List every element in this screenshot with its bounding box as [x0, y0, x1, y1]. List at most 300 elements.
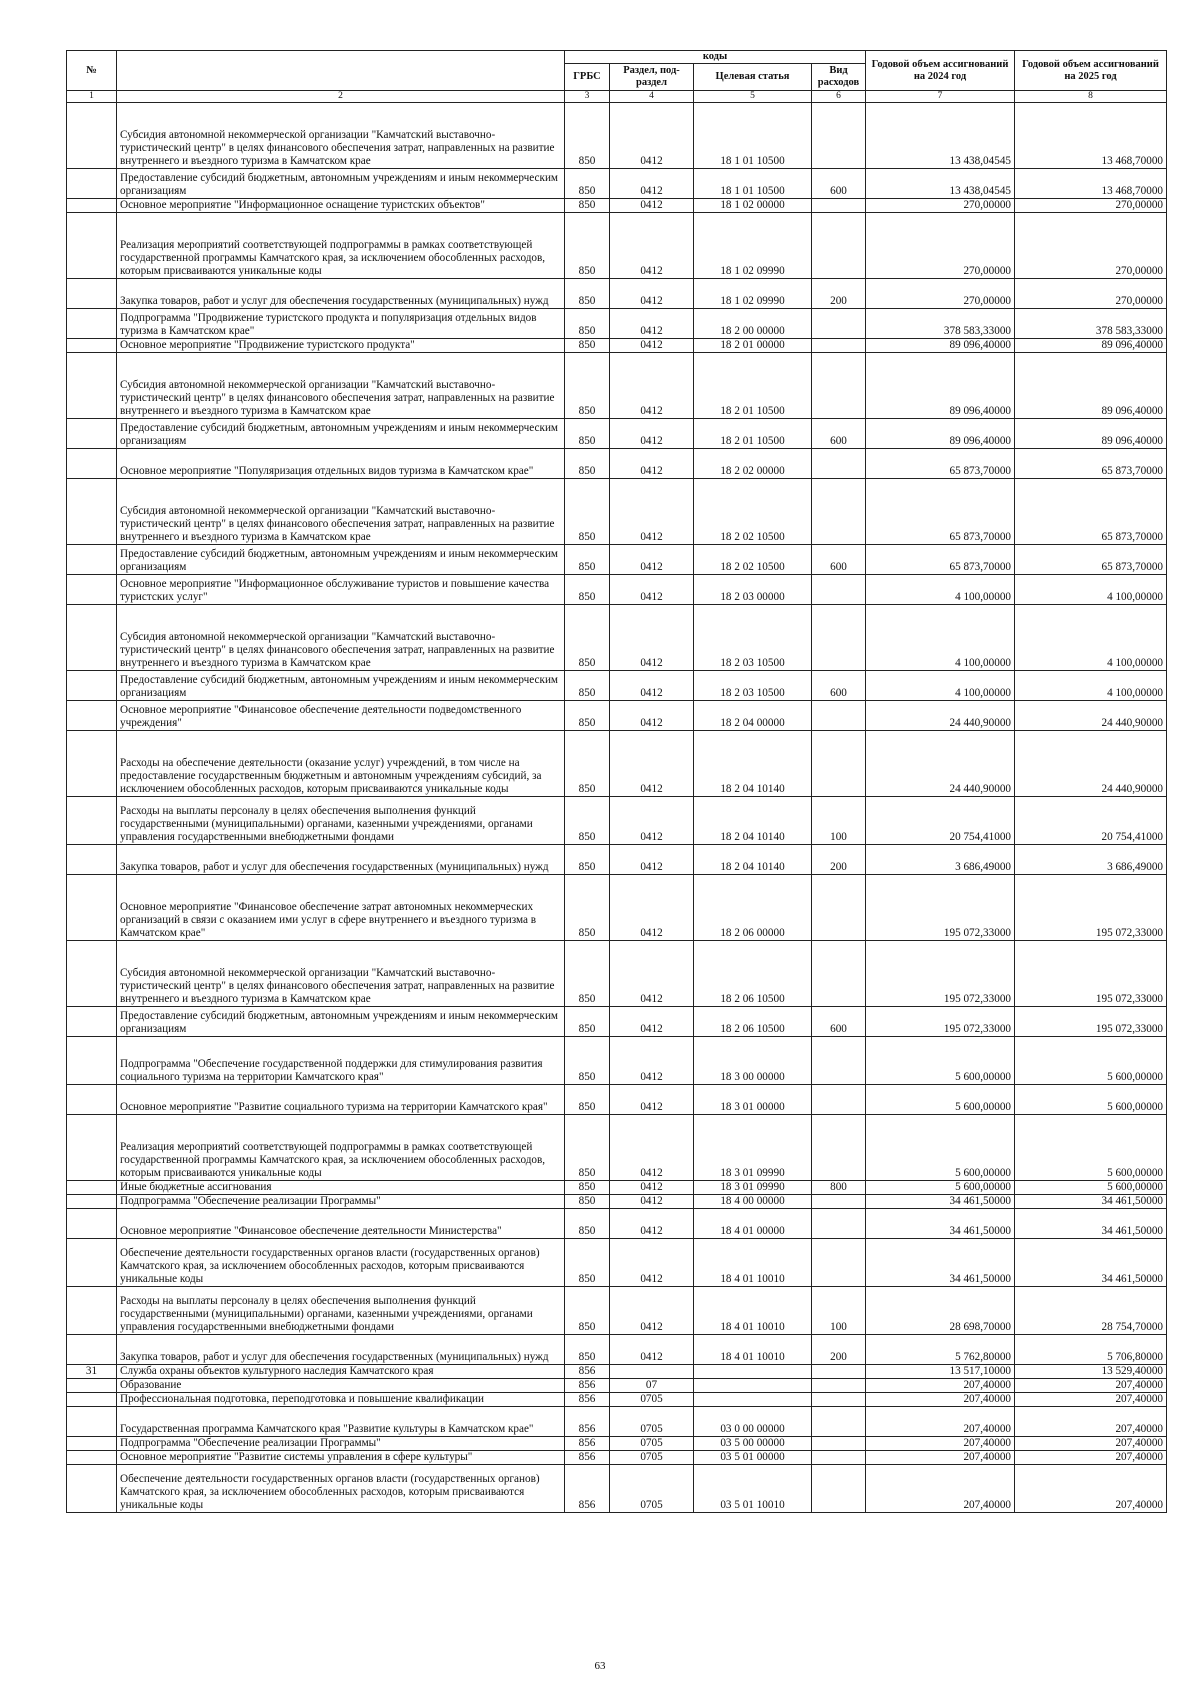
row-target: 18 2 01 00000 [694, 339, 812, 353]
row-exp-type: 100 [812, 797, 866, 845]
row-section: 0412 [610, 671, 694, 701]
index-cell: 5 [694, 91, 812, 103]
budget-table-sheet [66, 50, 1166, 1513]
row-target: 18 4 01 10010 [694, 1287, 812, 1335]
row-number [67, 1379, 117, 1393]
row-number: 31 [67, 1365, 117, 1379]
row-amount-2025: 65 873,70000 [1015, 545, 1167, 575]
row-target: 18 4 01 10010 [694, 1335, 812, 1365]
row-exp-type [812, 339, 866, 353]
row-number [67, 339, 117, 353]
row-name: Предоставление субсидий бюджетным, автономным учреждениям и иным некоммерческим организациям [117, 169, 565, 199]
index-cell: 8 [1015, 91, 1167, 103]
row-section: 0412 [610, 169, 694, 199]
table-row [67, 1379, 1167, 1393]
row-name: Закупка товаров, работ и услуг для обеспечения государственных (муниципальных) нужд [117, 845, 565, 875]
row-amount-2024: 34 461,50000 [866, 1209, 1015, 1239]
row-grbs: 850 [565, 1181, 610, 1195]
row-amount-2025: 34 461,50000 [1015, 1195, 1167, 1209]
index-cell: 1 [67, 91, 117, 103]
table-row [67, 1085, 1167, 1115]
row-target: 03 5 01 10010 [694, 1465, 812, 1513]
page-number: 63 [594, 1660, 606, 1672]
row-grbs: 850 [565, 671, 610, 701]
row-section: 07 [610, 1379, 694, 1393]
row-amount-2025: 195 072,33000 [1015, 875, 1167, 941]
row-amount-2024: 207,40000 [866, 1379, 1015, 1393]
row-amount-2025: 5 600,00000 [1015, 1181, 1167, 1195]
row-number [67, 797, 117, 845]
row-amount-2024: 20 754,41000 [866, 797, 1015, 845]
row-exp-type [812, 1465, 866, 1513]
row-amount-2025: 5 600,00000 [1015, 1037, 1167, 1085]
row-number [67, 731, 117, 797]
row-amount-2025: 5 600,00000 [1015, 1115, 1167, 1181]
row-grbs: 850 [565, 103, 610, 169]
row-section [610, 1365, 694, 1379]
row-amount-2025: 195 072,33000 [1015, 941, 1167, 1007]
row-amount-2024: 34 461,50000 [866, 1239, 1015, 1287]
row-grbs: 850 [565, 1037, 610, 1085]
row-target: 18 2 04 10140 [694, 797, 812, 845]
row-amount-2025: 89 096,40000 [1015, 339, 1167, 353]
row-amount-2024: 24 440,90000 [866, 731, 1015, 797]
row-exp-type [812, 103, 866, 169]
row-name: Служба охраны объектов культурного наследия Камчатского края [117, 1365, 565, 1379]
row-target: 18 2 04 10140 [694, 845, 812, 875]
row-target [694, 1365, 812, 1379]
row-amount-2024: 65 873,70000 [866, 449, 1015, 479]
row-amount-2024: 5 600,00000 [866, 1085, 1015, 1115]
row-amount-2025: 24 440,90000 [1015, 731, 1167, 797]
row-target: 18 2 03 00000 [694, 575, 812, 605]
row-amount-2025: 4 100,00000 [1015, 605, 1167, 671]
row-target: 18 1 02 09990 [694, 213, 812, 279]
index-cell: 3 [565, 91, 610, 103]
table-row [67, 1007, 1167, 1037]
table-row [67, 1393, 1167, 1407]
row-name: Субсидия автономной некоммерческой организации "Камчатский выставочно-туристический центр" в целях финансового обеспечения затрат, направленных на развитие внутреннего и въездного туризма в Камчатском крае [117, 353, 565, 419]
row-section: 0412 [610, 1037, 694, 1085]
row-section: 0705 [610, 1393, 694, 1407]
table-row [67, 1195, 1167, 1209]
row-exp-type: 200 [812, 1335, 866, 1365]
row-name: Профессиональная подготовка, переподготовка и повышение квалификации [117, 1393, 565, 1407]
row-grbs: 850 [565, 479, 610, 545]
row-exp-type [812, 941, 866, 1007]
row-exp-type [812, 213, 866, 279]
row-number [67, 1085, 117, 1115]
row-name: Иные бюджетные ассигнования [117, 1181, 565, 1195]
row-amount-2024: 13 438,04545 [866, 103, 1015, 169]
row-grbs: 850 [565, 941, 610, 1007]
row-section: 0412 [610, 845, 694, 875]
row-amount-2025: 270,00000 [1015, 213, 1167, 279]
table-row [67, 731, 1167, 797]
row-grbs: 850 [565, 419, 610, 449]
table-row [67, 479, 1167, 545]
row-amount-2024: 4 100,00000 [866, 605, 1015, 671]
row-amount-2024: 3 686,49000 [866, 845, 1015, 875]
row-target: 18 2 06 10500 [694, 941, 812, 1007]
row-number [67, 875, 117, 941]
row-grbs: 856 [565, 1465, 610, 1513]
row-number [67, 1209, 117, 1239]
row-number [67, 199, 117, 213]
index-cell: 2 [117, 91, 565, 103]
row-name: Закупка товаров, работ и услуг для обеспечения государственных (муниципальных) нужд [117, 1335, 565, 1365]
row-amount-2025: 34 461,50000 [1015, 1209, 1167, 1239]
row-section: 0412 [610, 309, 694, 339]
row-number [67, 941, 117, 1007]
row-target: 18 2 01 10500 [694, 353, 812, 419]
row-grbs: 856 [565, 1451, 610, 1465]
row-amount-2024: 5 600,00000 [866, 1181, 1015, 1195]
row-exp-type [812, 479, 866, 545]
row-section: 0412 [610, 279, 694, 309]
row-grbs: 850 [565, 309, 610, 339]
row-section: 0412 [610, 701, 694, 731]
row-amount-2024: 195 072,33000 [866, 941, 1015, 1007]
row-amount-2025: 65 873,70000 [1015, 479, 1167, 545]
row-exp-type [812, 199, 866, 213]
row-number [67, 1195, 117, 1209]
header-number: № [67, 51, 117, 91]
row-exp-type [812, 1379, 866, 1393]
row-amount-2024: 207,40000 [866, 1393, 1015, 1407]
row-amount-2025: 20 754,41000 [1015, 797, 1167, 845]
row-target: 03 5 01 00000 [694, 1451, 812, 1465]
row-name: Обеспечение деятельности государственных органов власти (государственных органов) Камчатского края, за исключением обособленных расходов, которым присваиваются уникальные коды [117, 1239, 565, 1287]
row-amount-2024: 5 600,00000 [866, 1115, 1015, 1181]
table-row [67, 449, 1167, 479]
row-section: 0412 [610, 797, 694, 845]
row-target: 18 3 01 09990 [694, 1115, 812, 1181]
row-grbs: 850 [565, 1195, 610, 1209]
row-target: 18 2 00 00000 [694, 309, 812, 339]
row-section: 0412 [610, 103, 694, 169]
table-row [67, 575, 1167, 605]
row-name: Закупка товаров, работ и услуг для обеспечения государственных (муниципальных) нужд [117, 279, 565, 309]
row-exp-type [812, 449, 866, 479]
row-name: Предоставление субсидий бюджетным, автономным учреждениям и иным некоммерческим организациям [117, 671, 565, 701]
row-exp-type [812, 1365, 866, 1379]
row-grbs: 850 [565, 575, 610, 605]
row-target: 18 2 04 00000 [694, 701, 812, 731]
table-row [67, 845, 1167, 875]
row-number [67, 1037, 117, 1085]
header-2025: Годовой объем ассигнований на 2025 год [1015, 51, 1167, 91]
row-amount-2025: 89 096,40000 [1015, 353, 1167, 419]
row-amount-2025: 270,00000 [1015, 279, 1167, 309]
row-grbs: 850 [565, 279, 610, 309]
table-row [67, 339, 1167, 353]
row-amount-2025: 270,00000 [1015, 199, 1167, 213]
row-section: 0412 [610, 1007, 694, 1037]
header-codes: коды [565, 51, 866, 64]
table-row [67, 1037, 1167, 1085]
table-row [67, 199, 1167, 213]
row-number [67, 1451, 117, 1465]
row-target: 18 3 01 00000 [694, 1085, 812, 1115]
row-exp-type [812, 1407, 866, 1437]
row-number [67, 419, 117, 449]
row-name: Основное мероприятие "Финансовое обеспечение деятельности подведомственного учреждения" [117, 701, 565, 731]
row-section: 0412 [610, 479, 694, 545]
header-2024: Годовой объем ассигнований на 2024 год [866, 51, 1015, 91]
row-target: 18 2 02 10500 [694, 545, 812, 575]
row-exp-type: 800 [812, 1181, 866, 1195]
row-amount-2024: 378 583,33000 [866, 309, 1015, 339]
row-name: Государственная программа Камчатского края "Развитие культуры в Камчатском крае" [117, 1407, 565, 1437]
row-name: Основное мероприятие "Информационное обслуживание туристов и повышение качества туристских услуг" [117, 575, 565, 605]
budget-table [66, 50, 1167, 1513]
row-section: 0412 [610, 731, 694, 797]
row-name: Расходы на обеспечение деятельности (оказание услуг) учреждений, в том числе на предоставление государственным бюджетным и автономным учреждениям субсидий, за исключением обособленных расходов, которым присваиваются уникальные коды [117, 731, 565, 797]
row-number [67, 353, 117, 419]
row-exp-type: 600 [812, 1007, 866, 1037]
row-amount-2024: 65 873,70000 [866, 545, 1015, 575]
row-section: 0412 [610, 605, 694, 671]
row-grbs: 850 [565, 339, 610, 353]
row-amount-2024: 270,00000 [866, 213, 1015, 279]
row-target: 18 1 02 00000 [694, 199, 812, 213]
table-row [67, 419, 1167, 449]
row-amount-2025: 195 072,33000 [1015, 1007, 1167, 1037]
index-cell: 7 [866, 91, 1015, 103]
row-grbs: 850 [565, 1335, 610, 1365]
row-number [67, 1407, 117, 1437]
row-section: 0412 [610, 1239, 694, 1287]
row-name: Предоставление субсидий бюджетным, автономным учреждениям и иным некоммерческим организациям [117, 545, 565, 575]
table-row [67, 1365, 1167, 1379]
index-cell: 4 [610, 91, 694, 103]
row-target: 18 2 04 10140 [694, 731, 812, 797]
row-target: 18 2 03 10500 [694, 605, 812, 671]
row-name: Подпрограмма "Продвижение туристского продукта и популяризация отдельных видов туризма в Камчатском крае" [117, 309, 565, 339]
row-target: 18 2 01 10500 [694, 419, 812, 449]
row-number [67, 1437, 117, 1451]
row-amount-2025: 5 600,00000 [1015, 1085, 1167, 1115]
table-row [67, 671, 1167, 701]
row-exp-type: 600 [812, 419, 866, 449]
row-section: 0412 [610, 213, 694, 279]
row-number [67, 671, 117, 701]
table-body [67, 103, 1167, 1513]
row-number [67, 1239, 117, 1287]
row-exp-type: 600 [812, 545, 866, 575]
row-amount-2025: 34 461,50000 [1015, 1239, 1167, 1287]
row-amount-2024: 207,40000 [866, 1407, 1015, 1437]
row-exp-type [812, 1451, 866, 1465]
row-exp-type [812, 1393, 866, 1407]
table-row [67, 605, 1167, 671]
row-grbs: 850 [565, 1085, 610, 1115]
table-row [67, 353, 1167, 419]
row-target: 18 4 01 10010 [694, 1239, 812, 1287]
row-exp-type [812, 1239, 866, 1287]
row-section: 0705 [610, 1407, 694, 1437]
row-amount-2025: 24 440,90000 [1015, 701, 1167, 731]
row-grbs: 850 [565, 1209, 610, 1239]
row-section: 0412 [610, 1335, 694, 1365]
row-number [67, 213, 117, 279]
table-row [67, 545, 1167, 575]
row-name: Расходы на выплаты персоналу в целях обеспечения выполнения функций государственными (муниципальными) органами, казенными учреждениями, органами управления государственными внебюджетными фондами [117, 1287, 565, 1335]
row-target: 18 3 00 00000 [694, 1037, 812, 1085]
row-grbs: 850 [565, 213, 610, 279]
header-grbs: ГРБС [565, 64, 610, 91]
row-grbs: 850 [565, 1007, 610, 1037]
row-amount-2024: 13 438,04545 [866, 169, 1015, 199]
row-grbs: 850 [565, 1287, 610, 1335]
row-exp-type [812, 701, 866, 731]
row-amount-2024: 5 762,80000 [866, 1335, 1015, 1365]
row-name: Подпрограмма "Обеспечение реализации Программы" [117, 1195, 565, 1209]
row-grbs: 850 [565, 199, 610, 213]
row-amount-2024: 195 072,33000 [866, 875, 1015, 941]
row-number [67, 169, 117, 199]
row-grbs: 856 [565, 1379, 610, 1393]
row-target: 18 2 02 10500 [694, 479, 812, 545]
row-amount-2025: 207,40000 [1015, 1451, 1167, 1465]
row-section: 0412 [610, 449, 694, 479]
table-row [67, 213, 1167, 279]
row-section: 0412 [610, 1115, 694, 1181]
row-exp-type [812, 309, 866, 339]
row-exp-type [812, 353, 866, 419]
table-row [67, 1181, 1167, 1195]
row-grbs: 850 [565, 875, 610, 941]
row-grbs: 856 [565, 1393, 610, 1407]
header-exp-type: Вид расходов [812, 64, 866, 91]
table-row [67, 875, 1167, 941]
row-number [67, 701, 117, 731]
row-target: 03 5 00 00000 [694, 1437, 812, 1451]
table-row [67, 1407, 1167, 1437]
row-number [67, 479, 117, 545]
row-number [67, 1007, 117, 1037]
row-name: Субсидия автономной некоммерческой организации "Камчатский выставочно-туристический центр" в целях финансового обеспечения затрат, направленных на развитие внутреннего и въездного туризма в Камчатском крае [117, 103, 565, 169]
row-number [67, 1287, 117, 1335]
row-target: 18 2 03 10500 [694, 671, 812, 701]
row-name: Реализация мероприятий соответствующей подпрограммы в рамках соответствующей государственной программы Камчатского края, за исключением обособленных расходов, которым присваиваются уникальные коды [117, 1115, 565, 1181]
header-target: Целевая статья [694, 64, 812, 91]
row-amount-2025: 28 754,70000 [1015, 1287, 1167, 1335]
row-exp-type [812, 1085, 866, 1115]
row-exp-type: 100 [812, 1287, 866, 1335]
row-amount-2024: 270,00000 [866, 279, 1015, 309]
row-amount-2024: 270,00000 [866, 199, 1015, 213]
table-row [67, 797, 1167, 845]
row-amount-2025: 5 706,80000 [1015, 1335, 1167, 1365]
row-target: 18 2 06 10500 [694, 1007, 812, 1037]
row-name: Субсидия автономной некоммерческой организации "Камчатский выставочно-туристический центр" в целях финансового обеспечения затрат, направленных на развитие внутреннего и въездного туризма в Камчатском крае [117, 605, 565, 671]
table-row [67, 309, 1167, 339]
row-exp-type [812, 1437, 866, 1451]
row-amount-2025: 13 468,70000 [1015, 169, 1167, 199]
row-amount-2024: 28 698,70000 [866, 1287, 1015, 1335]
row-name: Основное мероприятие "Развитие социального туризма на территории Камчатского края" [117, 1085, 565, 1115]
row-amount-2024: 89 096,40000 [866, 339, 1015, 353]
row-grbs: 856 [565, 1407, 610, 1437]
table-row [67, 279, 1167, 309]
row-grbs: 850 [565, 701, 610, 731]
row-target [694, 1393, 812, 1407]
row-grbs: 850 [565, 353, 610, 419]
row-amount-2024: 65 873,70000 [866, 479, 1015, 545]
row-name: Реализация мероприятий соответствующей подпрограммы в рамках соответствующей государственной программы Камчатского края, за исключением обособленных расходов, которым присваиваются уникальные коды [117, 213, 565, 279]
row-amount-2024: 89 096,40000 [866, 419, 1015, 449]
row-target: 18 3 01 09990 [694, 1181, 812, 1195]
row-exp-type: 200 [812, 279, 866, 309]
header-name [117, 51, 565, 91]
row-name: Подпрограмма "Обеспечение государственной поддержки для стимулирования развития социального туризма на территории Камчатского края" [117, 1037, 565, 1085]
row-target: 03 0 00 00000 [694, 1407, 812, 1437]
row-amount-2025: 13 468,70000 [1015, 103, 1167, 169]
row-grbs: 850 [565, 1239, 610, 1287]
row-name: Предоставление субсидий бюджетным, автономным учреждениям и иным некоммерческим организациям [117, 1007, 565, 1037]
row-name: Основное мероприятие "Популяризация отдельных видов туризма в Камчатском крае" [117, 449, 565, 479]
row-name: Основное мероприятие "Развитие системы управления в сфере культуры" [117, 1451, 565, 1465]
row-amount-2025: 4 100,00000 [1015, 575, 1167, 605]
row-number [67, 605, 117, 671]
row-exp-type [812, 1195, 866, 1209]
row-amount-2024: 13 517,10000 [866, 1365, 1015, 1379]
row-name: Субсидия автономной некоммерческой организации "Камчатский выставочно-туристический центр" в целях финансового обеспечения затрат, направленных на развитие внутреннего и въездного туризма в Камчатском крае [117, 941, 565, 1007]
row-section: 0705 [610, 1465, 694, 1513]
row-section: 0412 [610, 419, 694, 449]
row-number [67, 309, 117, 339]
row-section: 0412 [610, 545, 694, 575]
table-row [67, 1287, 1167, 1335]
table-row [67, 1465, 1167, 1513]
row-amount-2024: 195 072,33000 [866, 1007, 1015, 1037]
row-grbs: 850 [565, 845, 610, 875]
row-target: 18 1 02 09990 [694, 279, 812, 309]
row-name: Расходы на выплаты персоналу в целях обеспечения выполнения функций государственными (муниципальными) органами, казенными учреждениями, органами управления государственными внебюджетными фондами [117, 797, 565, 845]
row-section: 0412 [610, 199, 694, 213]
row-grbs: 850 [565, 449, 610, 479]
row-number [67, 575, 117, 605]
row-section: 0705 [610, 1451, 694, 1465]
row-amount-2025: 13 529,40000 [1015, 1365, 1167, 1379]
table-row [67, 103, 1167, 169]
table-row [67, 1335, 1167, 1365]
row-amount-2025: 4 100,00000 [1015, 671, 1167, 701]
row-section: 0412 [610, 1209, 694, 1239]
row-target [694, 1379, 812, 1393]
row-exp-type: 600 [812, 671, 866, 701]
row-exp-type [812, 575, 866, 605]
row-exp-type [812, 1209, 866, 1239]
row-section: 0412 [610, 1287, 694, 1335]
row-target: 18 1 01 10500 [694, 169, 812, 199]
row-section: 0412 [610, 1195, 694, 1209]
row-amount-2025: 3 686,49000 [1015, 845, 1167, 875]
row-number [67, 545, 117, 575]
row-exp-type [812, 875, 866, 941]
row-number [67, 1181, 117, 1195]
row-target: 18 4 00 00000 [694, 1195, 812, 1209]
row-name: Подпрограмма "Обеспечение реализации Программы" [117, 1437, 565, 1451]
row-target: 18 4 01 00000 [694, 1209, 812, 1239]
row-name: Образование [117, 1379, 565, 1393]
row-grbs: 856 [565, 1437, 610, 1451]
row-amount-2025: 89 096,40000 [1015, 419, 1167, 449]
row-amount-2025: 207,40000 [1015, 1379, 1167, 1393]
row-exp-type [812, 605, 866, 671]
